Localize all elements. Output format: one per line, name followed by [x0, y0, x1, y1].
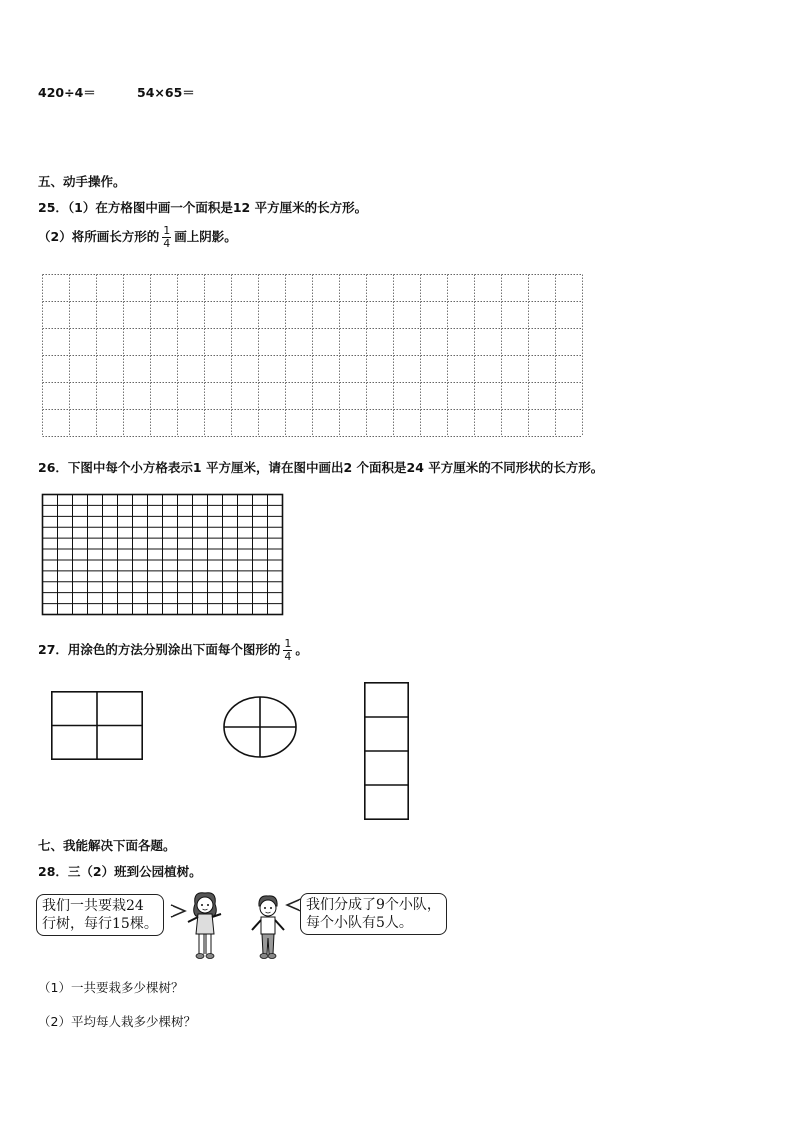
speech-bubble-left-line1: 我们一共要栽24 — [42, 898, 144, 914]
q27-fraction-numerator: 1 — [284, 637, 292, 650]
q25-fraction-denominator: 4 — [163, 237, 171, 250]
q27-fraction — [283, 638, 292, 663]
q27-text-after: 。 — [295, 642, 308, 657]
q25-part2-before: （2）将所画长方形的 — [38, 229, 160, 244]
q25-part2 — [38, 225, 237, 250]
q27-shape-square[interactable] — [51, 691, 143, 760]
q27-fraction-denominator: 4 — [284, 650, 292, 663]
q25-part2-after: 画上阴影。 — [174, 229, 237, 244]
speech-bubble-right-line1: 我们分成了9个小队， — [306, 897, 441, 913]
q28-sub2: （2）平均每人栽多少棵树？ — [38, 1014, 196, 1029]
section-5-heading: 五、动手操作。 — [38, 174, 126, 189]
calc-item-1: 420÷4＝ — [38, 85, 96, 100]
speech-bubble-right-line2: 每个小队有5人。 — [306, 915, 413, 931]
boy-figure-icon — [248, 894, 288, 962]
girl-figure-icon — [185, 892, 225, 962]
speech-bubble-left-line2: 行树，每行15棵。 — [42, 916, 158, 932]
q27-shape-circle[interactable] — [223, 696, 297, 758]
q26-text: 26．下图中每个小方格表示1 平方厘米，请在图中画出2 个面积是24 平方厘米的不同形状的长方形。 — [38, 460, 604, 475]
q27-shape-strip[interactable] — [364, 682, 409, 820]
speech-bubble-left — [36, 894, 164, 936]
q28-intro: 28．三（2）班到公园植树。 — [38, 864, 202, 879]
q26-square-grid[interactable] — [42, 494, 283, 615]
section-7-heading: 七、我能解决下面各题。 — [38, 838, 176, 853]
q27-text-before: 27．用涂色的方法分别涂出下面每个图形的 — [38, 642, 281, 657]
speech-bubble-right — [300, 893, 447, 935]
q25-dotted-grid[interactable] — [42, 274, 583, 437]
calc-item-2: 54×65＝ — [137, 85, 195, 100]
q25-fraction — [162, 225, 171, 250]
q25-part1: 25．（1）在方格图中画一个面积是12 平方厘米的长方形。 — [38, 200, 368, 215]
q25-fraction-numerator: 1 — [163, 224, 171, 237]
q27-text — [38, 638, 308, 663]
q28-sub1: （1）一共要栽多少棵树？ — [38, 980, 184, 995]
speech-bubble-right-tail — [285, 898, 301, 912]
